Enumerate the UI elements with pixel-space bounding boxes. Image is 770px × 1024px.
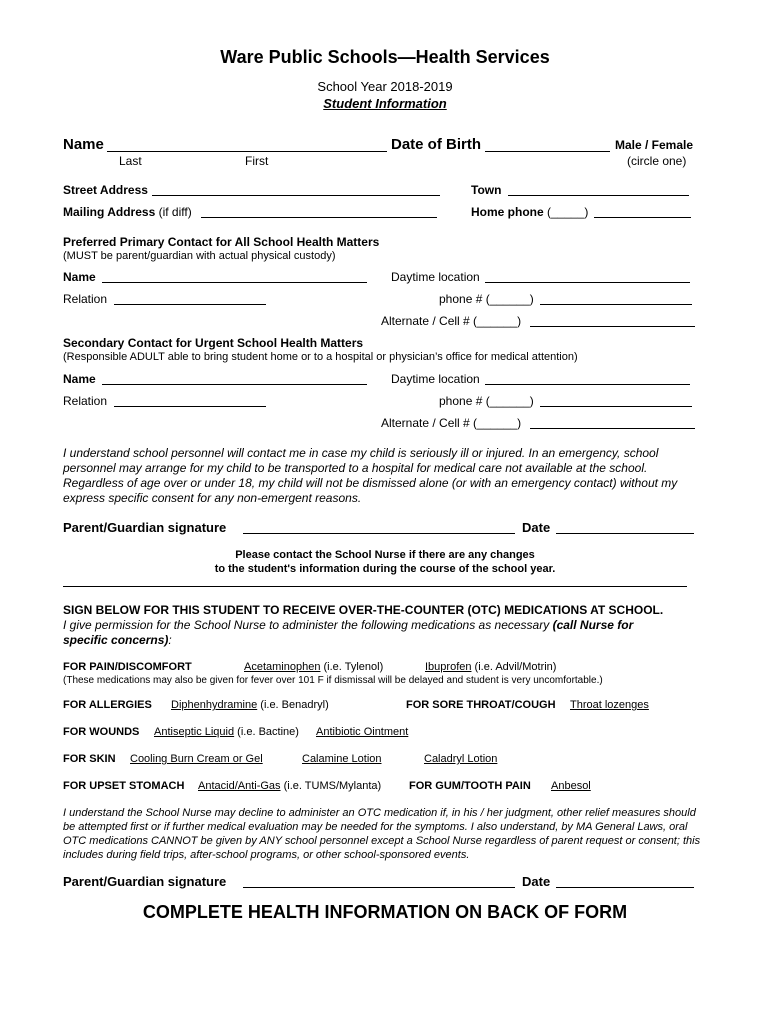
secondary-contact-heading: Secondary Contact for Urgent School Health Matters [63, 336, 364, 350]
mailing-address-text: Mailing Address [63, 205, 156, 219]
secondary-contact-note: (Responsible ADULT able to bring student home or to a hospital or physician’s office for medical attention) [63, 351, 578, 363]
dob-label: Date of Birth [391, 136, 481, 153]
signature2-date-field[interactable] [556, 887, 694, 888]
caladryl-option[interactable]: Caladryl Lotion [424, 753, 498, 765]
home-phone-label [471, 205, 588, 219]
otc-intro-line2 [63, 633, 172, 647]
anbesol-option[interactable]: Anbesol [551, 780, 591, 792]
dob-field[interactable] [485, 151, 610, 152]
ibuprofen-note: (i.e. Advil/Motrin) [474, 661, 557, 673]
secondary-phone-label: phone # (______) [439, 394, 534, 408]
street-address-field[interactable] [152, 195, 440, 196]
allergies-label: FOR ALLERGIES [63, 699, 152, 711]
school-year: School Year 2018-2019 [317, 79, 453, 94]
circle-one-hint: (circle one) [627, 154, 687, 168]
signature1-label: Parent/Guardian signature [63, 520, 227, 535]
antiseptic-name[interactable]: Antiseptic Liquid [154, 726, 235, 738]
notice-line2: to the student's information during the course of the school year. [214, 563, 556, 575]
secondary-relation-field[interactable] [114, 406, 266, 407]
signature1-date-field[interactable] [556, 533, 694, 534]
student-name-field[interactable] [107, 151, 387, 152]
otc-intro-bold2: specific concerns) [63, 633, 169, 647]
mailing-hint: (if diff) [158, 205, 192, 219]
primary-daytime-field[interactable] [485, 282, 690, 283]
student-name-label: Name [63, 136, 104, 153]
acetaminophen-option [244, 661, 383, 673]
mailing-address-field[interactable] [201, 217, 437, 218]
gum-tooth-label: FOR GUM/TOOTH PAIN [409, 780, 531, 792]
notice-line1: Please contact the School Nurse if there are any changes [235, 549, 535, 561]
primary-phone-label: phone # (______) [439, 292, 534, 306]
first-name-caption: First [245, 154, 269, 168]
stomach-label: FOR UPSET STOMACH [63, 780, 185, 792]
primary-name-field[interactable] [102, 282, 367, 283]
antacid-option [198, 780, 381, 792]
home-phone-field[interactable] [594, 217, 691, 218]
secondary-name-label: Name [63, 372, 96, 386]
pain-label: FOR PAIN/DISCOMFORT [63, 661, 192, 673]
signature2-field[interactable] [243, 887, 515, 888]
primary-alternate-label: Alternate / Cell # (______) [381, 314, 522, 328]
otc-disclaimer: I understand the School Nurse may decline to administer an OTC medication if, in his / her judgment, other relief measures should be attempted first or if further medical evaluation may be needed for the symptoms. I also understand, by MA General Laws, oral OTC medications CANNOT be given by ANY school personnel except a School Nurse regardless of parent request or consent; this includes during field trips, after-school programs, or other school-sponsored events. [63, 807, 701, 861]
sex-options[interactable]: Male / Female [615, 138, 694, 152]
primary-contact-heading: Preferred Primary Contact for All School Health Matters [63, 235, 380, 249]
wounds-label: FOR WOUNDS [63, 726, 140, 738]
diphenhydramine-name[interactable]: Diphenhydramine [171, 699, 258, 711]
primary-relation-field[interactable] [114, 304, 266, 305]
ibuprofen-name[interactable]: Ibuprofen [425, 661, 472, 673]
antacid-name[interactable]: Antacid/Anti-Gas [198, 780, 281, 792]
signature1-date-label: Date [522, 520, 551, 535]
secondary-name-field[interactable] [102, 384, 367, 385]
diphenhydramine-note: (i.e. Benadryl) [260, 699, 329, 711]
antiseptic-note: (i.e. Bactine) [237, 726, 299, 738]
home-phone-text: Home phone [471, 205, 544, 219]
town-label: Town [471, 183, 502, 197]
last-name-caption: Last [119, 154, 142, 168]
home-phone-area: (_____) [547, 205, 589, 219]
otc-intro-bold: (call Nurse for [552, 618, 634, 632]
throat-lozenges-option[interactable]: Throat lozenges [570, 699, 649, 711]
primary-contact-note: (MUST be parent/guardian with actual physical custody) [63, 250, 336, 262]
page-title: Ware Public Schools—Health Services [220, 47, 550, 67]
primary-relation-label: Relation [63, 292, 108, 306]
acetaminophen-name[interactable]: Acetaminophen [244, 661, 321, 673]
pain-footnote: (These medications may also be given for fever over 101 F if dismissal will be delayed and student is very uncomfortable.) [63, 675, 603, 686]
primary-phone-field[interactable] [540, 304, 692, 305]
calamine-option[interactable]: Calamine Lotion [302, 753, 382, 765]
otc-intro-line1 [63, 618, 633, 632]
signature2-label: Parent/Guardian signature [63, 874, 227, 889]
secondary-alternate-field[interactable] [530, 428, 695, 429]
primary-daytime-label: Daytime location [391, 270, 480, 284]
mailing-address-label [63, 205, 192, 219]
antibiotic-ointment-option[interactable]: Antibiotic Ointment [316, 726, 409, 738]
skin-label: FOR SKIN [63, 753, 116, 765]
form-subtitle: Student Information [323, 96, 447, 111]
acetaminophen-note: (i.e. Tylenol) [323, 661, 384, 673]
secondary-relation-label: Relation [63, 394, 108, 408]
otc-heading: SIGN BELOW FOR THIS STUDENT TO RECEIVE OVER-THE-COUNTER (OTC) MEDICATIONS AT SCHOOL. [63, 603, 664, 617]
secondary-daytime-field[interactable] [485, 384, 690, 385]
section-divider [63, 586, 687, 587]
ibuprofen-option [425, 661, 556, 673]
secondary-phone-field[interactable] [540, 406, 692, 407]
otc-intro-text: I give permission for the School Nurse to administer the following medications as necessary [63, 618, 550, 632]
diphenhydramine-option [171, 699, 329, 711]
primary-alternate-field[interactable] [530, 326, 695, 327]
consent-paragraph: I understand school personnel will contact me in case my child is seriously ill or injured. In an emergency, school personnel may arrange for my child to be transported to a hospital for medical care not available at the school. Regardless of age over or under 18, my child will not be dismissed alone (or with an emergency contact) without my express specific consent for any non-emergent reasons. [63, 446, 678, 505]
primary-name-label: Name [63, 270, 96, 284]
signature1-field[interactable] [243, 533, 515, 534]
antacid-note: (i.e. TUMS/Mylanta) [283, 780, 382, 792]
street-address-label: Street Address [63, 183, 148, 197]
otc-intro-colon: : [168, 633, 172, 647]
back-of-form-notice: COMPLETE HEALTH INFORMATION ON BACK OF FORM [142, 902, 628, 922]
secondary-daytime-label: Daytime location [391, 372, 480, 386]
secondary-alternate-label: Alternate / Cell # (______) [381, 416, 522, 430]
town-field[interactable] [508, 195, 689, 196]
burn-cream-option[interactable]: Cooling Burn Cream or Gel [130, 753, 263, 765]
sore-throat-label: FOR SORE THROAT/COUGH [406, 699, 556, 711]
antiseptic-option [154, 726, 299, 738]
signature2-date-label: Date [522, 874, 551, 889]
